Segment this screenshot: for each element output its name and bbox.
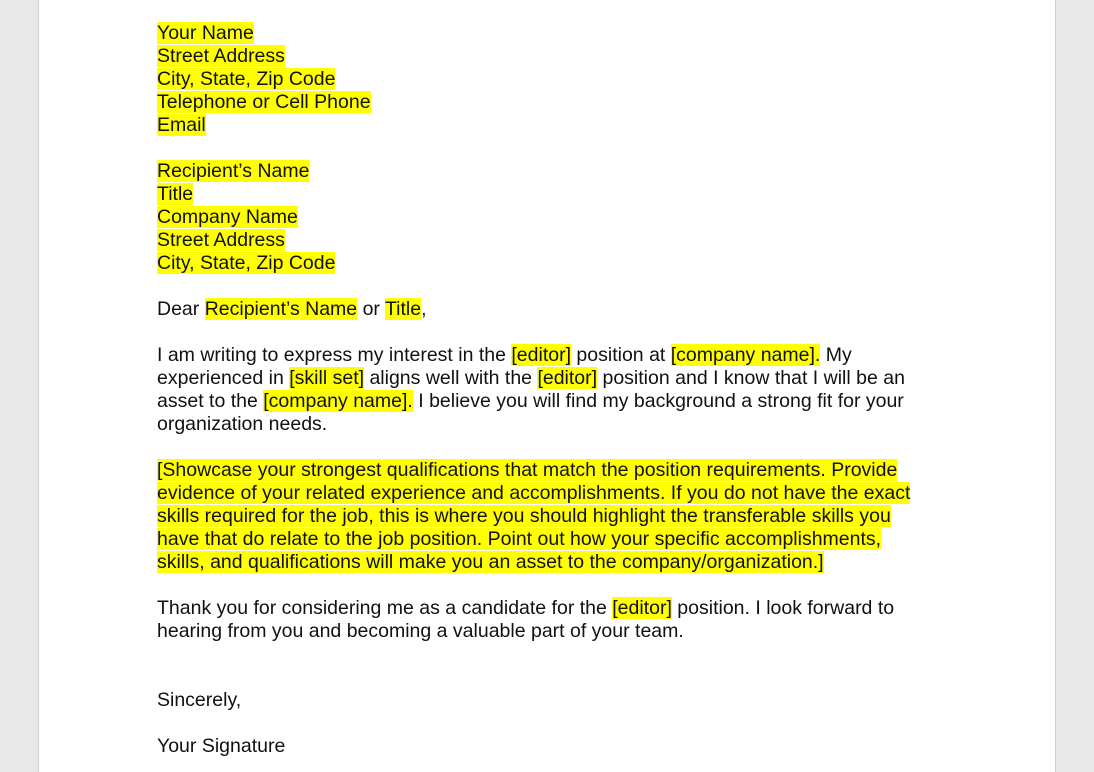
text-run: position. I look forward to <box>671 597 895 619</box>
placeholder-company-name: [company name]. <box>670 344 821 366</box>
text-run: My <box>820 344 852 366</box>
salutation-dear: Dear <box>157 298 205 320</box>
recipient-name: Recipient’s Name <box>157 160 310 182</box>
sender-phone: Telephone or Cell Phone <box>157 91 371 113</box>
text-run: hearing from you and becoming a valuable part of your team. <box>157 620 684 642</box>
placeholder-company-name: [company name]. <box>263 390 413 412</box>
qualifications-line: [Showcase your strongest qualifications that match the position requirements. Provide <box>157 459 898 481</box>
salutation-name: Recipient’s Name <box>204 298 358 320</box>
salutation-comma: , <box>421 298 427 320</box>
text-run: position and I know that I will be an <box>597 367 905 389</box>
placeholder-editor: [editor] <box>511 344 572 366</box>
recipient-title: Title <box>157 183 194 205</box>
text-run: organization needs. <box>157 413 328 435</box>
qualifications-line: evidence of your related experience and accomplishments. If you do not have the exact <box>157 482 911 504</box>
salutation <box>157 298 947 321</box>
placeholder-editor: [editor] <box>612 597 672 619</box>
text-run: position at <box>571 344 671 366</box>
paragraph-thanks <box>157 597 947 643</box>
salutation-title: Title <box>384 298 422 320</box>
recipient-city: City, State, Zip Code <box>157 252 336 274</box>
sender-block <box>157 22 947 137</box>
qualifications-line: skills required for the job, this is where you should highlight the transferable skills you <box>157 505 891 527</box>
text-run: asset to the <box>157 390 264 412</box>
placeholder-editor: [editor] <box>537 367 598 389</box>
closing: Sincerely, <box>157 689 242 711</box>
recipient-street: Street Address <box>157 229 285 251</box>
placeholder-skill-set: [skill set] <box>289 367 365 389</box>
qualifications-line: have that do relate to the job position. Point out how your specific accomplishments, <box>157 528 882 550</box>
document-page <box>38 0 1056 772</box>
sender-city: City, State, Zip Code <box>157 68 336 90</box>
text-run: experienced in <box>157 367 290 389</box>
letter-body[interactable] <box>157 22 947 758</box>
text-run: aligns well with the <box>364 367 538 389</box>
paragraph-qualifications <box>157 459 947 574</box>
recipient-block <box>157 160 947 275</box>
qualifications-line: skills, and qualifications will make you an asset to the company/organization.] <box>157 551 824 573</box>
salutation-or: or <box>357 298 385 320</box>
sender-email: Email <box>157 114 206 136</box>
text-run: Thank you for considering me as a candidate for the <box>157 597 613 619</box>
signature: Your Signature <box>157 735 286 757</box>
sender-name: Your Name <box>157 22 254 44</box>
recipient-company: Company Name <box>157 206 298 228</box>
sender-street: Street Address <box>157 45 285 67</box>
text-run: I believe you will find my background a strong fit for your <box>412 390 904 412</box>
paragraph-interest <box>157 344 947 436</box>
text-run: I am writing to express my interest in the <box>157 344 512 366</box>
